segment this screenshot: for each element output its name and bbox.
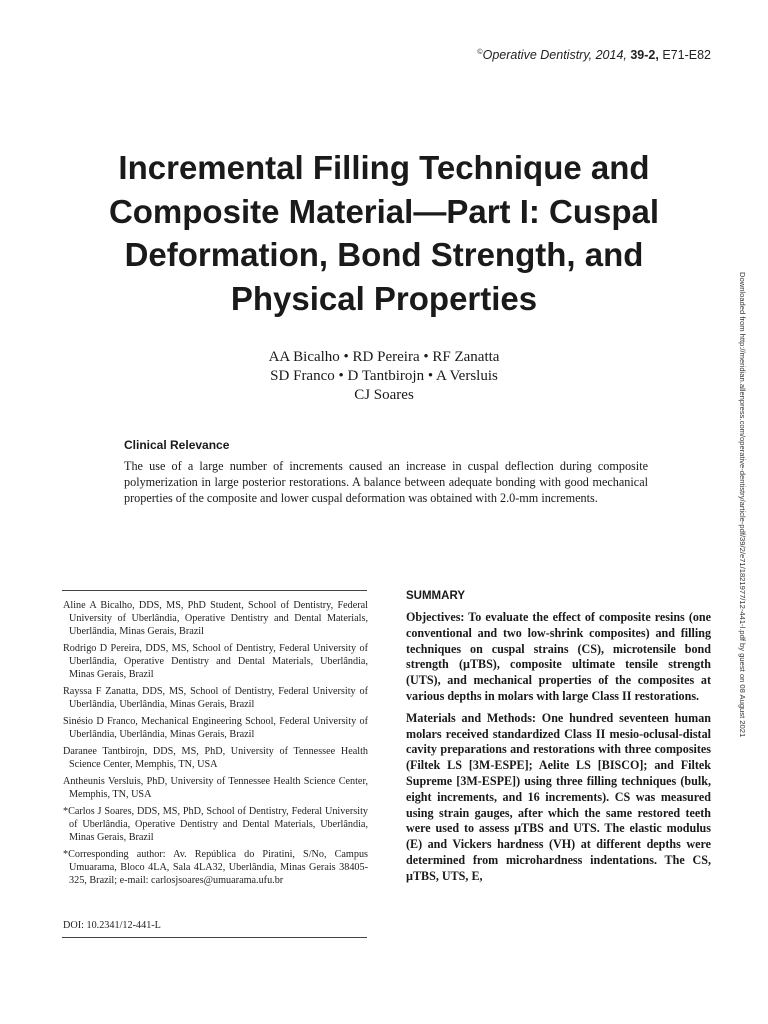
- author-line: AA Bicalho • RD Pereira • RF Zanatta: [268, 349, 500, 365]
- copyright-symbol: ©: [477, 48, 483, 56]
- title-line: Incremental Filling Technique and: [118, 149, 650, 186]
- affiliation: Sinésio D Franco, Mechanical Engineering School, Federal University of Uberlândia, Uberlândia, Minas Gerais, Brazil: [63, 716, 368, 740]
- summary-methods: [406, 711, 711, 885]
- affiliation: Aline A Bicalho, DDS, MS, PhD Student, School of Dentistry, Federal University of Uberlândia, Operative Dentistry and Dental Materials, Uberlândia, Minas Gerais, Brazil: [63, 600, 368, 637]
- journal-volume: 39-2,: [630, 48, 659, 62]
- title-line: Physical Properties: [230, 279, 538, 317]
- summary-objectives: [406, 610, 711, 705]
- objectives-text: To evaluate the effect of composite resins (one conventional and two low-shrink composites) and filling techniques on cuspal strains (CS), microtensile bond strength (µTBS), composite ultimate tensile strength (UTS), and mechanical properties of the composites at various depths in molars with large Class II restorations.: [406, 610, 711, 703]
- author-line: SD Franco • D Tantbirojn • A Versluis: [270, 368, 498, 384]
- affiliation: Rodrigo D Pereira, DDS, MS, School of Dentistry, Federal University of Uberlândia, Operative Dentistry and Dental Materials, Uberlândia, Minas Gerais, Brazil: [63, 643, 368, 680]
- methods-label: Materials and Methods:: [406, 710, 536, 725]
- corresponding-author: *Corresponding author: Av. República do Piratini, S/No, Campus Umuarama, Bloco 4LA, Sala 4LA32, Uberlândia, Minas Gerais 38405-325, Brazil; e-mail: carlosjsoares@umuarama.ufu.br: [63, 849, 368, 886]
- affiliation: Rayssa F Zanatta, DDS, MS, School of Dentistry, Federal University of Uberlândia, Uberlândia, Minas Gerais, Brazil: [63, 686, 368, 710]
- journal-citation: [477, 48, 711, 62]
- affiliations-block: [63, 599, 368, 891]
- affiliation: Antheunis Versluis, PhD, University of Tennessee Health Science Center, Memphis, TN, USA: [63, 776, 368, 800]
- download-watermark: Downloaded from http://meridian.allenpress.com/operative-dentistry/article-pdf/39/2/e71/1821977/12-441-l.pdf by guest on 08 August 2021: [738, 272, 747, 738]
- journal-name: Operative Dentistry, 2014,: [482, 48, 627, 62]
- affiliation: Daranee Tantbirojn, DDS, MS, PhD, University of Tennessee Health Science Center, Memphis, TN, USA: [63, 746, 368, 770]
- affiliations-top-rule: [62, 590, 367, 591]
- journal-pages: E71-E82: [662, 48, 711, 62]
- summary-heading: SUMMARY: [406, 590, 465, 602]
- affiliations-bottom-rule: [62, 937, 367, 938]
- article-title: [40, 146, 728, 320]
- summary-body: [406, 610, 711, 891]
- author-line: CJ Soares: [354, 387, 414, 403]
- title-line: Composite Material—Part I: Cuspal: [108, 192, 660, 230]
- clinical-relevance-text: The use of a large number of increments caused an increase in cuspal deflection during composite polymerization in large posterior restorations. A balance between adequate bonding with good mechanical properties of the composite and lower cuspal deformation was obtained with 2.0-mm increments.: [124, 459, 648, 505]
- title-line: Deformation, Bond Strength, and: [124, 236, 644, 273]
- author-list: [40, 348, 728, 405]
- objectives-label: Objectives:: [406, 610, 465, 624]
- methods-text: One hundred seventeen human molars received standardized Class II mesio-oclusal-distal cavity preparations and restorations with three composites (Filtek LS [3M-ESPE]; Aelite LS [BISCO]; and Filtek Supreme [3M-ESPE]) using three filling techniques (bulk, eight increments, and 16 increments). CS was measured using strain gauges, after which the same restored teeth were used to assess µTBS and UTS. The elastic modulus (E) and Vickers hardness (VH) at different depths were determined from microhardness indentations. The CS, µTBS, UTS, E,: [406, 710, 711, 883]
- doi: DOI: 10.2341/12-441-L: [63, 920, 161, 931]
- clinical-relevance-heading: Clinical Relevance: [124, 438, 230, 452]
- affiliation: *Carlos J Soares, DDS, MS, PhD, School of Dentistry, Federal University of Uberlândia, Operative Dentistry and Dental Materials, Uberlândia, Minas Gerais, Brazil: [63, 806, 368, 843]
